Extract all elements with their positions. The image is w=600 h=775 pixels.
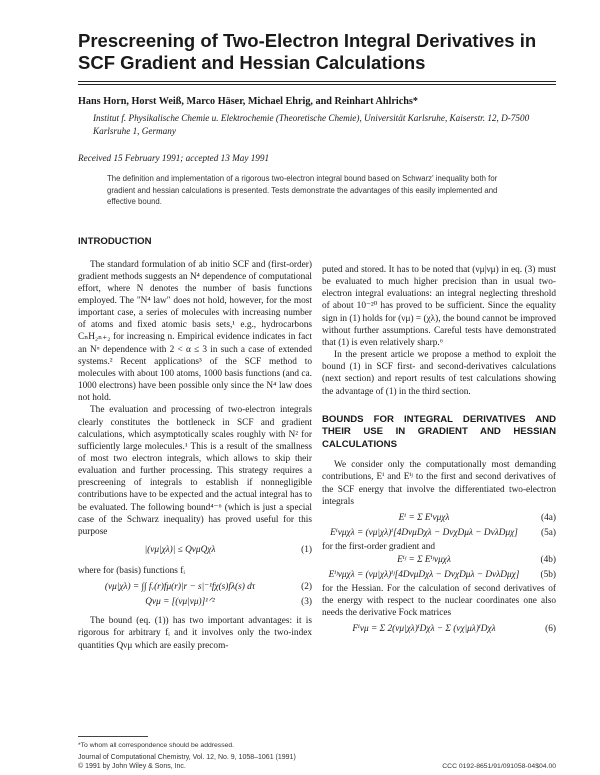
left-column <box>78 236 312 652</box>
equation-5a <box>322 526 556 541</box>
title-rule-secondary <box>78 84 556 85</box>
intro-paragraph-3: where for (basis) functions fᵢ <box>78 566 185 577</box>
equation-2 <box>78 580 312 595</box>
abstract: The definition and implementation of a rigorous two-electron integral bound based on Schwarz' inequality both for gradient and hessian calculations is presented. Tests demonstrate the advantages of this easily implemented and effective bound. <box>107 174 498 206</box>
equation-6-number: (6) <box>545 624 556 635</box>
ccc-code: CCC 0192-8651/91/091058-04$04.00 <box>442 763 556 770</box>
equation-5a-body: Eⁱνμχλ = (νμ|χλ)ⁱ[4DνμDχλ − DνχDμλ − DνλDμχ] <box>330 527 518 538</box>
right-column <box>322 264 556 637</box>
equation-3 <box>78 595 312 610</box>
equation-2-number: (2) <box>301 582 312 593</box>
intro-paragraph-4: The bound (eq. (1)) has two important advantages: it is rigorous for arbitrary fᵢ and it involves only the two-index quantities Qνμ which are easily precom- <box>78 616 312 651</box>
section-heading-introduction: INTRODUCTION <box>78 236 152 247</box>
intro-paragraph-2: The evaluation and processing of two-electron integrals clearly constitutes the bottleneck in SCF and gradient calculations, which asymptotically scales roughly with N² for sufficiently large molecules.¹ This is a result of the smallness of most two electron integrals, which allows to skip their evaluation and further processing. This strategy requires a prescreening of integrals to establish if nonnegligible contributions have to be expected and the actual integral has to be evaluated. The following bound⁴⁻⁶ (which is just a special case of the Schwarz inequality) has proved useful for this purpose <box>78 405 312 537</box>
equation-1-number: (1) <box>301 545 312 556</box>
bounds-paragraph-2: for the first-order gradient and <box>322 541 436 552</box>
received-date: Received 15 February 1991; accepted 13 May 1991 <box>78 153 270 163</box>
equation-5b-body: Eⁱʲνμχλ = (νμ|χλ)ⁱʲ[4DνμDχλ − DνχDμλ − DνλDμχ] <box>328 570 520 580</box>
equation-5a-number: (5a) <box>541 527 556 538</box>
equation-4b-number: (4b) <box>540 555 556 565</box>
right-paragraph-2: In the present article we propose a method to exploit the bound (1) in SCF first- and second-derivatives calculations (next section) and report results of test calculations showing the advantage of (1) in the third section. <box>322 350 556 397</box>
equation-5b <box>322 568 556 583</box>
journal-citation: Journal of Computational Chemistry, Vol. 12, No. 9, 1058–1061 (1991) <box>78 754 296 761</box>
paper-title: Prescreening of Two-Electron Integral Derivatives in SCF Gradient and Hessian Calculations <box>78 30 537 73</box>
equation-2-body: (νμ|χλ) = ∫∫ fᵥ(r)fμ(r)|r − s|⁻¹fχ(s)fλ(s) dτ <box>104 582 256 593</box>
intro-paragraph-1: The standard formulation of ab initio SCF and (first-order) gradient methods suggests an N⁴ dependence of computational effort, where N denotes the number of basis functions employed. The "N⁴ law" does not hold, however, for the most important case, a series of molecules with increasing number of atoms and fixed atomic basis sets,¹ e.g., hydrocarbons CₙH₂ₙ₊₂ for increasing n. Empirical evidence indicates in fact an Nᵅ dependence with 2 < α ≤ 3 in such a case of extended systems.² Recent applications³ of the SCF method to molecules with about 100 atoms, 1000 basis functions (and ca. 1000 electrons) have been possible only since the N⁴ law does not hold. <box>78 259 312 404</box>
equation-3-body: Qνμ = [(νμ|νμ)]¹ᐟ² <box>145 597 215 608</box>
section-heading-bounds: BOUNDS FOR INTEGRAL DERIVATIVES AND THEIR USE IN GRADIENT AND HESSIAN CALCULATIONS <box>322 413 556 450</box>
footnote-rule <box>78 736 148 737</box>
copyright: © 1991 by John Wiley & Sons, Inc. <box>78 763 186 770</box>
equation-4a-body: Eⁱ = Σ Eⁱνμχλ <box>398 512 450 523</box>
equation-3-number: (3) <box>301 597 312 608</box>
bounds-paragraph-3: for the Hessian. For the calculation of second derivatives of the energy with respect to the nuclear coordinates one also needs the derivative Fock matrices <box>322 584 556 619</box>
equation-4b-body: Eⁱʲ = Σ Eⁱʲνμχλ <box>397 555 451 565</box>
author-list: Hans Horn, Horst Weiß, Marco Häser, Michael Ehrig, and Reinhart Ahlrichs* <box>78 96 418 107</box>
equation-6 <box>322 622 556 637</box>
title-rule <box>78 81 556 82</box>
equation-4b <box>322 553 556 568</box>
bounds-paragraph-1: We consider only the computationally most demanding contributions, Eⁱ and Eⁱʲ to the first and second derivatives of the SCF energy that involve the differentiated two-electron integrals <box>322 460 556 507</box>
right-paragraph-1: puted and stored. It has to be noted that (νμ|νμ) in eq. (3) must be evaluated to much higher precision than in usual two-electron integral evaluations: an integral neglecting threshold of about 10⁻²⁰ has proved to be sufficient. Since the equality sign in (1) holds for (νμ) = (χλ), the bound cannot be improved without further assumptions. Careful tests have demonstrated that (1) is even relatively sharp.⁶ <box>322 265 557 348</box>
equation-6-body: Fⁱνμ = Σ 2(νμ|χλ)ⁱDχλ − Σ (νχ|μλ)ⁱDχλ <box>352 624 496 635</box>
equation-5b-number: (5b) <box>540 570 556 580</box>
footnote: *To whom all correspondence should be addressed. <box>78 742 235 749</box>
equation-1-body: |(νμ|χλ)| ≤ QνμQχλ <box>144 545 216 556</box>
equation-4a <box>322 511 556 526</box>
equation-1 <box>78 543 312 558</box>
affiliation: Institut f. Physikalische Chemie u. Elektrochemie (Theoretische Chemie), Universität Karlsruhe, Kaiserstr. 12, D-7500 Karlsruhe 1, Germany <box>93 113 530 136</box>
journal-info <box>78 753 378 771</box>
equation-4a-number: (4a) <box>541 512 556 523</box>
